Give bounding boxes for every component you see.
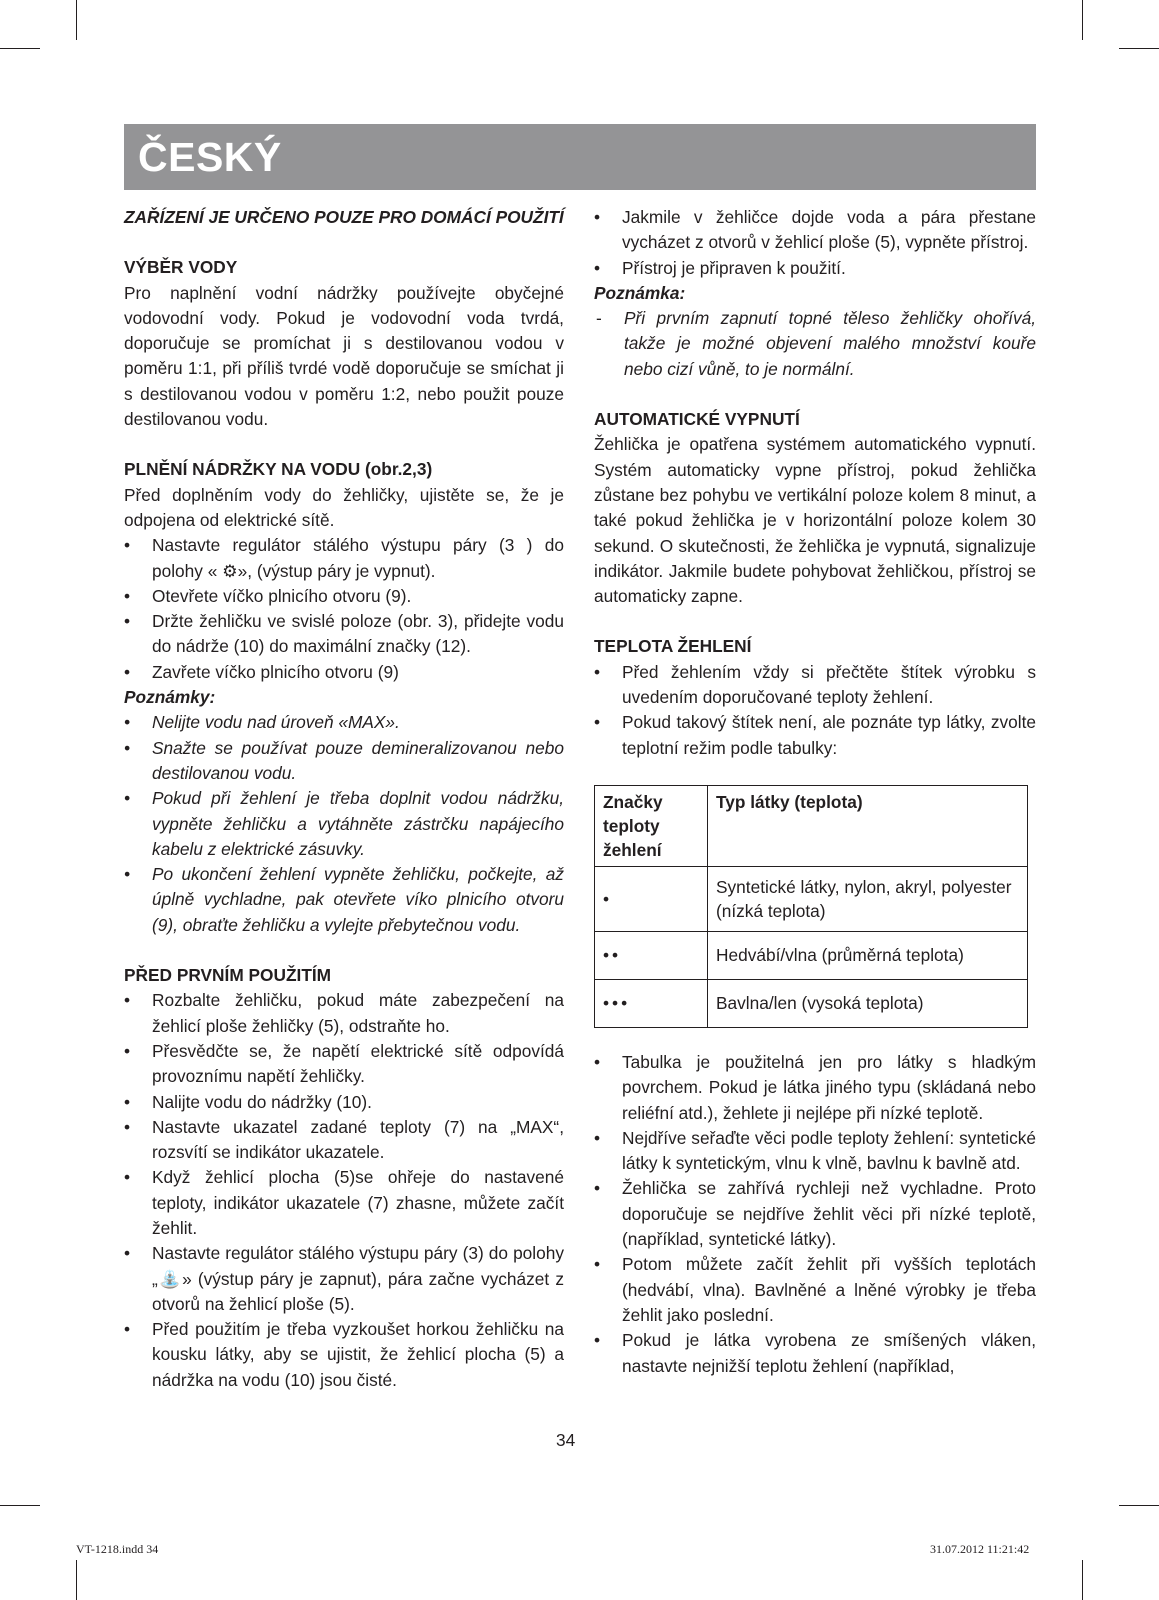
list-item: • Pokud při žehlení je třeba doplnit vodou nádržku, vypněte žehličku a vytáhněte zástrčku napájecího kabelu z elektrické zásuvky. bbox=[124, 786, 564, 862]
list-item: • Přístroj je připraven k použití. bbox=[594, 256, 1036, 281]
list-item: • Před použitím je třeba vyzkoušet horkou žehličku na kousku látky, aby se ujistit, že žehlicí plocha (5) a nádržka na vodu (10) jsou čisté. bbox=[124, 1317, 564, 1393]
list-item: • Když žehlicí plocha (5)se ohřeje do nastavené teploty, indikátor ukazatele (7) zhasne, můžete začít žehlit. bbox=[124, 1165, 564, 1241]
table-row bbox=[595, 866, 1028, 931]
list-item: • Nastavte regulátor stálého výstupu páry (3 ) do polohy « ⚙», (výstup páry je vypnut). bbox=[124, 533, 564, 584]
table-header-fabric: Typ látky (teplota) bbox=[708, 785, 1028, 866]
list-item: • Nastavte regulátor stálého výstupu páry (3) do polohy „⛲» (výstup páry je zapnut), pára začne vycházet z otvorů na žehlicí ploše (5). bbox=[124, 1241, 564, 1317]
list-item: • Nelijte vodu nad úroveň «MAX». bbox=[124, 710, 564, 735]
list-item: • Žehlička se zahřívá rychleji než vychladne. Proto doporučuje se nejdříve žehlit věci při nízké teplotě, (například, syntetické látky). bbox=[594, 1176, 1036, 1252]
temperature-table bbox=[594, 785, 1028, 1028]
table-row bbox=[595, 979, 1028, 1027]
first-use-list bbox=[124, 988, 564, 1393]
crop-mark bbox=[1119, 48, 1159, 49]
list-item: • Po ukončení žehlení vypněte žehličku, počkejte, až úplně vychladne, pak otevřete víko plnicího otvoru (9), obraťte žehličku a vylejte přebytečnou vodu. bbox=[124, 862, 564, 938]
intro-title: ZAŘÍZENÍ JE URČENO POUZE PRO DOMÁCÍ POUŽITÍ bbox=[124, 207, 564, 227]
water-text: Pro naplnění vodní nádržky používejte obyčejné vodovodní vody. Pokud je vodovodní voda tvrdá, doporučuje se promíchat ji s destilovanou vodou v poměru 1:1, při příliš tvrdé vodě doporučuje se smíchat ji s destilovanou vodou v poměru 1:2, nebo použit pouze destilovanou vodu. bbox=[124, 282, 564, 430]
table-header-row bbox=[595, 785, 1028, 866]
table-cell-symbol: ••• bbox=[595, 979, 708, 1027]
first-use-heading: PŘED PRVNÍM POUŽITÍM bbox=[124, 965, 332, 986]
list-item: • Jakmile v žehličce dojde voda a pára přestane vycházet z otvorů v žehlicí ploše (5), vypněte přístroj. bbox=[594, 205, 1036, 256]
table-cell-symbol: •• bbox=[595, 931, 708, 979]
temperature-heading: TEPLOTA ŽEHLENÍ bbox=[594, 636, 752, 657]
table-cell-fabric: Syntetické látky, nylon, akryl, polyester (nízká teplota) bbox=[708, 866, 1028, 931]
auto-off-heading: AUTOMATICKÉ VYPNUTÍ bbox=[594, 409, 800, 430]
list-item: • Pokud je látka vyrobena ze smíšených vláken, nastavte nejnižší teplotu žehlení (například, bbox=[594, 1328, 1036, 1379]
water-heading: VÝBĚR VODY bbox=[124, 257, 238, 278]
list-item: • Přesvědčte se, že napětí elektrické sítě odpovídá provoznímu napětí žehličky. bbox=[124, 1039, 564, 1090]
left-column bbox=[124, 205, 564, 1393]
note-list bbox=[594, 306, 1036, 382]
list-item: • Nalijte vodu do nádržky (10). bbox=[124, 1090, 564, 1115]
list-item: • Pokud takový štítek není, ale poznáte typ látky, zvolte teplotní režim podle tabulky: bbox=[594, 710, 1036, 761]
list-item: • Před žehlením vždy si přečtěte štítek výrobku s uvedením doporučované teploty žehlení. bbox=[594, 660, 1036, 711]
language-header bbox=[124, 124, 1036, 190]
temperature-list bbox=[594, 660, 1036, 761]
list-item: • Nejdříve seřaďte věci podle teploty žehlení: syntetické látky k syntetickým, vlnu k vlně, bavlnu k bavlně atd. bbox=[594, 1126, 1036, 1177]
temperature-after-list bbox=[594, 1050, 1036, 1379]
footer-file: VT-1218.indd 34 bbox=[76, 1542, 159, 1556]
crop-mark bbox=[0, 48, 40, 49]
table-row bbox=[595, 931, 1028, 979]
auto-off-text: Žehlička je opatřena systémem automatického vypnutí. Systém automaticky vypne přístroj, pokud žehlička zůstane bez pohybu ve vertikální poloze kolem 8 minut, a také pokud žehlička je v horizontální poloze kolem 30 sekund. O skutečnosti, že žehlička je vypnutá, signalizuje indikátor. Jakmile budete pohybovat žehličkou, přístroj se automaticky zapne. bbox=[594, 434, 1036, 607]
filling-list bbox=[124, 533, 564, 685]
crop-mark bbox=[1119, 1505, 1159, 1506]
list-item: • Nastavte ukazatel zadané teploty (7) na „MAX“, rozsvítí se indikátor ukazatele. bbox=[124, 1115, 564, 1166]
table-cell-fabric: Hedvábí/vlna (průměrná teplota) bbox=[708, 931, 1028, 979]
right-column bbox=[594, 205, 1036, 1379]
crop-mark bbox=[76, 1560, 77, 1600]
crop-mark bbox=[1082, 1560, 1083, 1600]
list-item: • Potom můžete začít žehlit při vyšších teplotách (hedvábí, vlna). Bavlněné a lněné výrobky je třeba žehlit jako poslední. bbox=[594, 1252, 1036, 1328]
list-item: • Otevřete víčko plnicího otvoru (9). bbox=[124, 584, 564, 609]
table-cell-symbol: • bbox=[595, 866, 708, 931]
notes-title: Poznámky: bbox=[124, 687, 216, 708]
footer-timestamp: 31.07.2012 11:21:42 bbox=[930, 1542, 1030, 1556]
list-item: - Při prvním zapnutí topné těleso žehličky ohořívá, takže je možné objevení malého množství kouře nebo cizí vůně, to je normální. bbox=[594, 306, 1036, 382]
crop-mark bbox=[0, 1505, 40, 1506]
table-header-symbol: Značky teploty žehlení bbox=[595, 785, 708, 866]
filling-text: Před doplněním vody do žehličky, ujistěte se, že je odpojena od elektrické sítě. bbox=[124, 484, 564, 530]
language-title: ČESKÝ bbox=[138, 134, 282, 180]
table-cell-fabric: Bavlna/len (vysoká teplota) bbox=[708, 979, 1028, 1027]
filling-heading: PLNĚNÍ NÁDRŽKY NA VODU (obr.2,3) bbox=[124, 459, 433, 480]
crop-mark bbox=[76, 0, 77, 40]
list-item: • Tabulka je použitelná jen pro látky s hladkým povrchem. Pokud je látka jiného typu (skládaná nebo reliéfní atd.), žehlete ji nejlépe při nízké teplotě. bbox=[594, 1050, 1036, 1126]
crop-mark bbox=[1082, 0, 1083, 40]
page-number: 34 bbox=[556, 1430, 576, 1450]
note-title: Poznámka: bbox=[594, 282, 686, 303]
list-item: • Snažte se používat pouze demineralizovanou nebo destilovanou vodu. bbox=[124, 736, 564, 787]
first-use-cont-list bbox=[594, 205, 1036, 281]
list-item: • Držte žehličku ve svislé poloze (obr. 3), přidejte vodu do nádrže (10) do maximální značky (12). bbox=[124, 609, 564, 660]
notes-list bbox=[124, 710, 564, 938]
list-item: • Zavřete víčko plnicího otvoru (9) bbox=[124, 660, 564, 685]
list-item: • Rozbalte žehličku, pokud máte zabezpečení na žehlicí ploše žehličky (5), odstraňte ho. bbox=[124, 988, 564, 1039]
